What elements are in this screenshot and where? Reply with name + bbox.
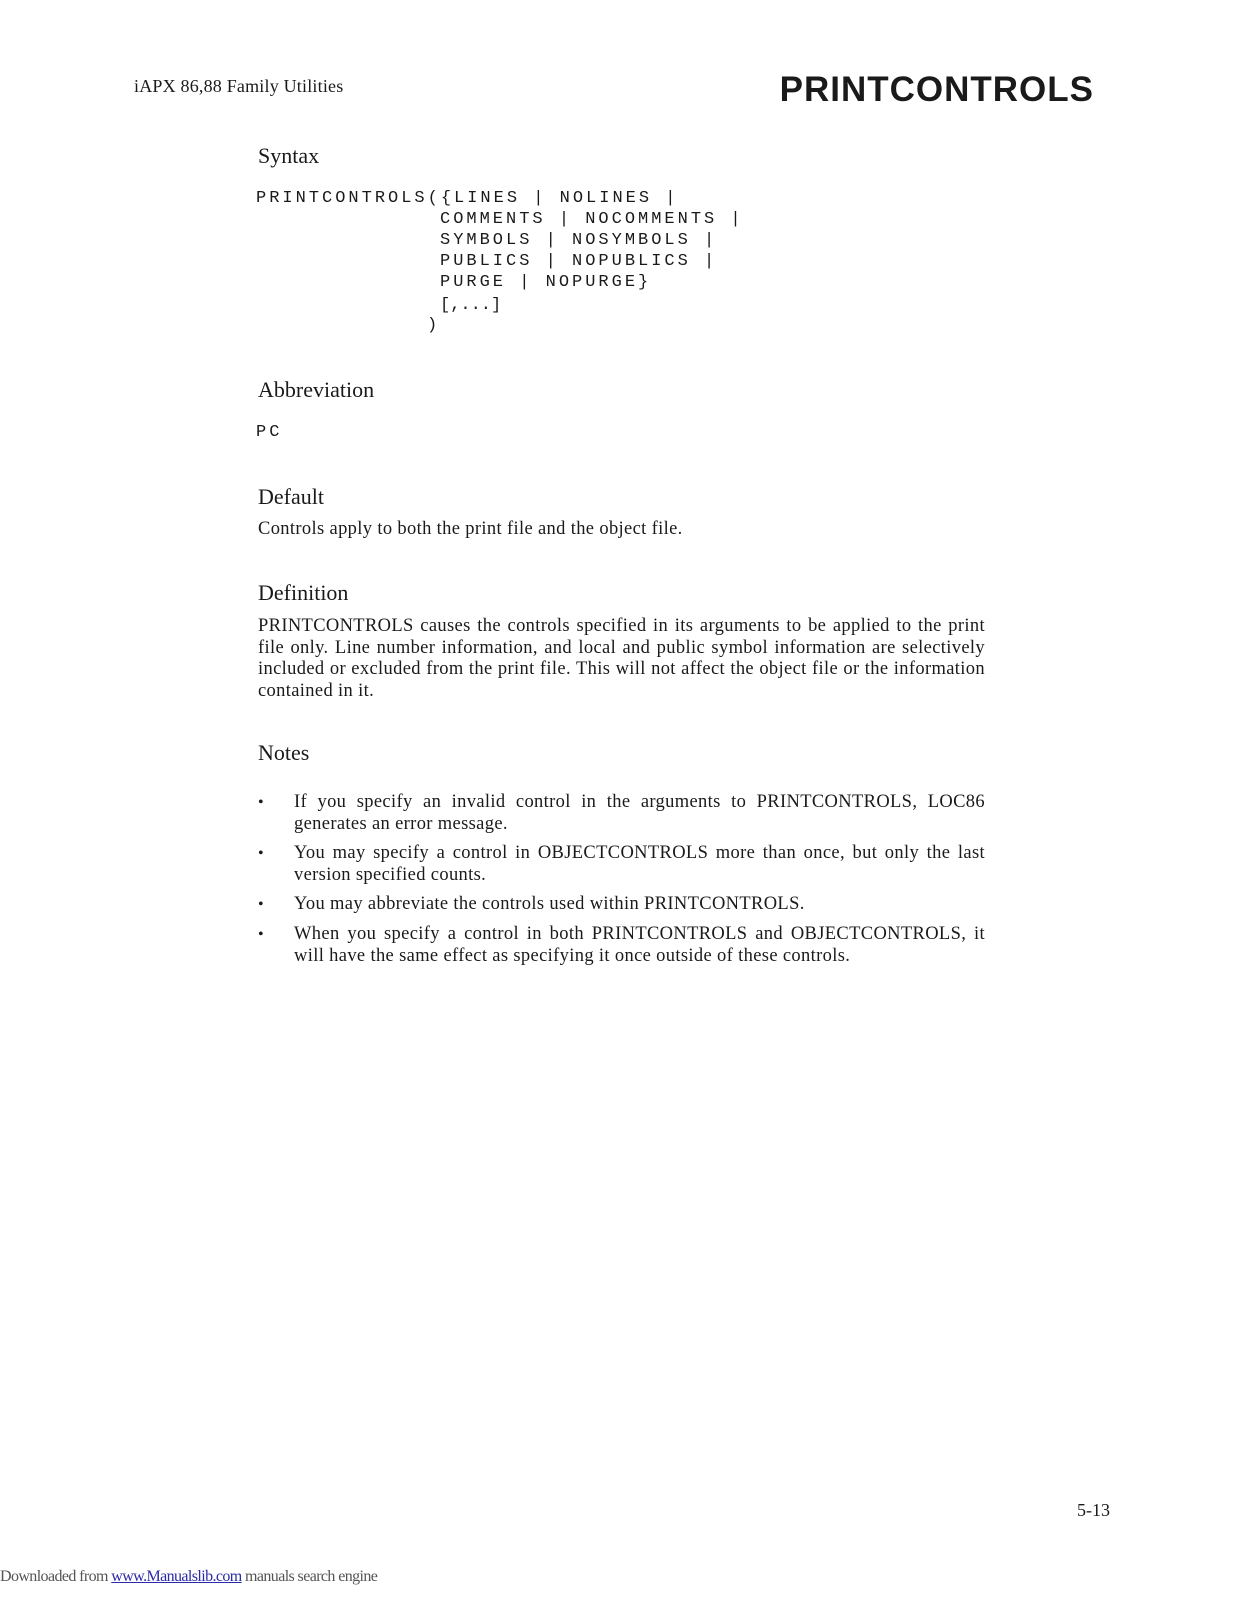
syntax-line: [,...] bbox=[440, 296, 502, 315]
syntax-line: PURGE | NOPURGE} bbox=[440, 273, 652, 292]
syntax-line: ) bbox=[427, 316, 441, 335]
bullet-icon: • bbox=[258, 845, 264, 863]
bullet-icon: • bbox=[258, 896, 264, 914]
syntax-line: PRINTCONTROLS({LINES | NOLINES | bbox=[256, 189, 679, 208]
page-number: 5-13 bbox=[1077, 1500, 1110, 1520]
abbreviation-value: PC bbox=[256, 423, 283, 442]
syntax-line: COMMENTS | NOCOMMENTS | bbox=[440, 210, 744, 229]
notes-heading: Notes bbox=[258, 740, 310, 765]
note-text: If you specify an invalid control in the arguments to PRINTCONTROLS, LOC86 generates an error message. bbox=[294, 792, 985, 834]
syntax-line: SYMBOLS | NOSYMBOLS | bbox=[440, 231, 718, 250]
manualslib-link[interactable]: www.Manualslib.com bbox=[111, 1568, 242, 1585]
manual-title: iAPX 86,88 Family Utilities bbox=[134, 76, 344, 96]
syntax-line: PUBLICS | NOPUBLICS | bbox=[440, 252, 718, 271]
bullet-icon: • bbox=[258, 794, 264, 811]
bullet-icon: • bbox=[258, 925, 264, 943]
note-text: You may abbreviate the controls used within PRINTCONTROLS. bbox=[294, 894, 805, 915]
note-item bbox=[258, 792, 985, 835]
command-title: PRINTCONTROLS bbox=[779, 70, 1094, 109]
download-footer bbox=[0, 1568, 377, 1586]
notes-list bbox=[258, 792, 985, 975]
note-item bbox=[258, 843, 985, 886]
abbreviation-heading: Abbreviation bbox=[258, 377, 375, 402]
note-item bbox=[258, 894, 985, 916]
footer-suffix: manuals search engine bbox=[241, 1568, 378, 1585]
note-item bbox=[258, 924, 985, 967]
note-text: When you specify a control in both PRINTCONTROLS and OBJECTCONTROLS, it will have the same effect as specifying it once outside of these controls. bbox=[294, 923, 985, 966]
syntax-heading: Syntax bbox=[258, 143, 320, 168]
definition-text: PRINTCONTROLS causes the controls specified in its arguments to be applied to the print file only. Line number information, and local and public symbol information are selectively included or excluded from the print file. This will not affect the object file or the information contained in it. bbox=[258, 616, 985, 701]
default-text: Controls apply to both the print file and the object file. bbox=[258, 519, 683, 539]
note-text: You may specify a control in OBJECTCONTROLS more than once, but only the last version specified counts. bbox=[294, 843, 985, 885]
default-heading: Default bbox=[258, 484, 324, 509]
definition-heading: Definition bbox=[258, 580, 349, 605]
footer-prefix: Downloaded from bbox=[0, 1568, 112, 1585]
